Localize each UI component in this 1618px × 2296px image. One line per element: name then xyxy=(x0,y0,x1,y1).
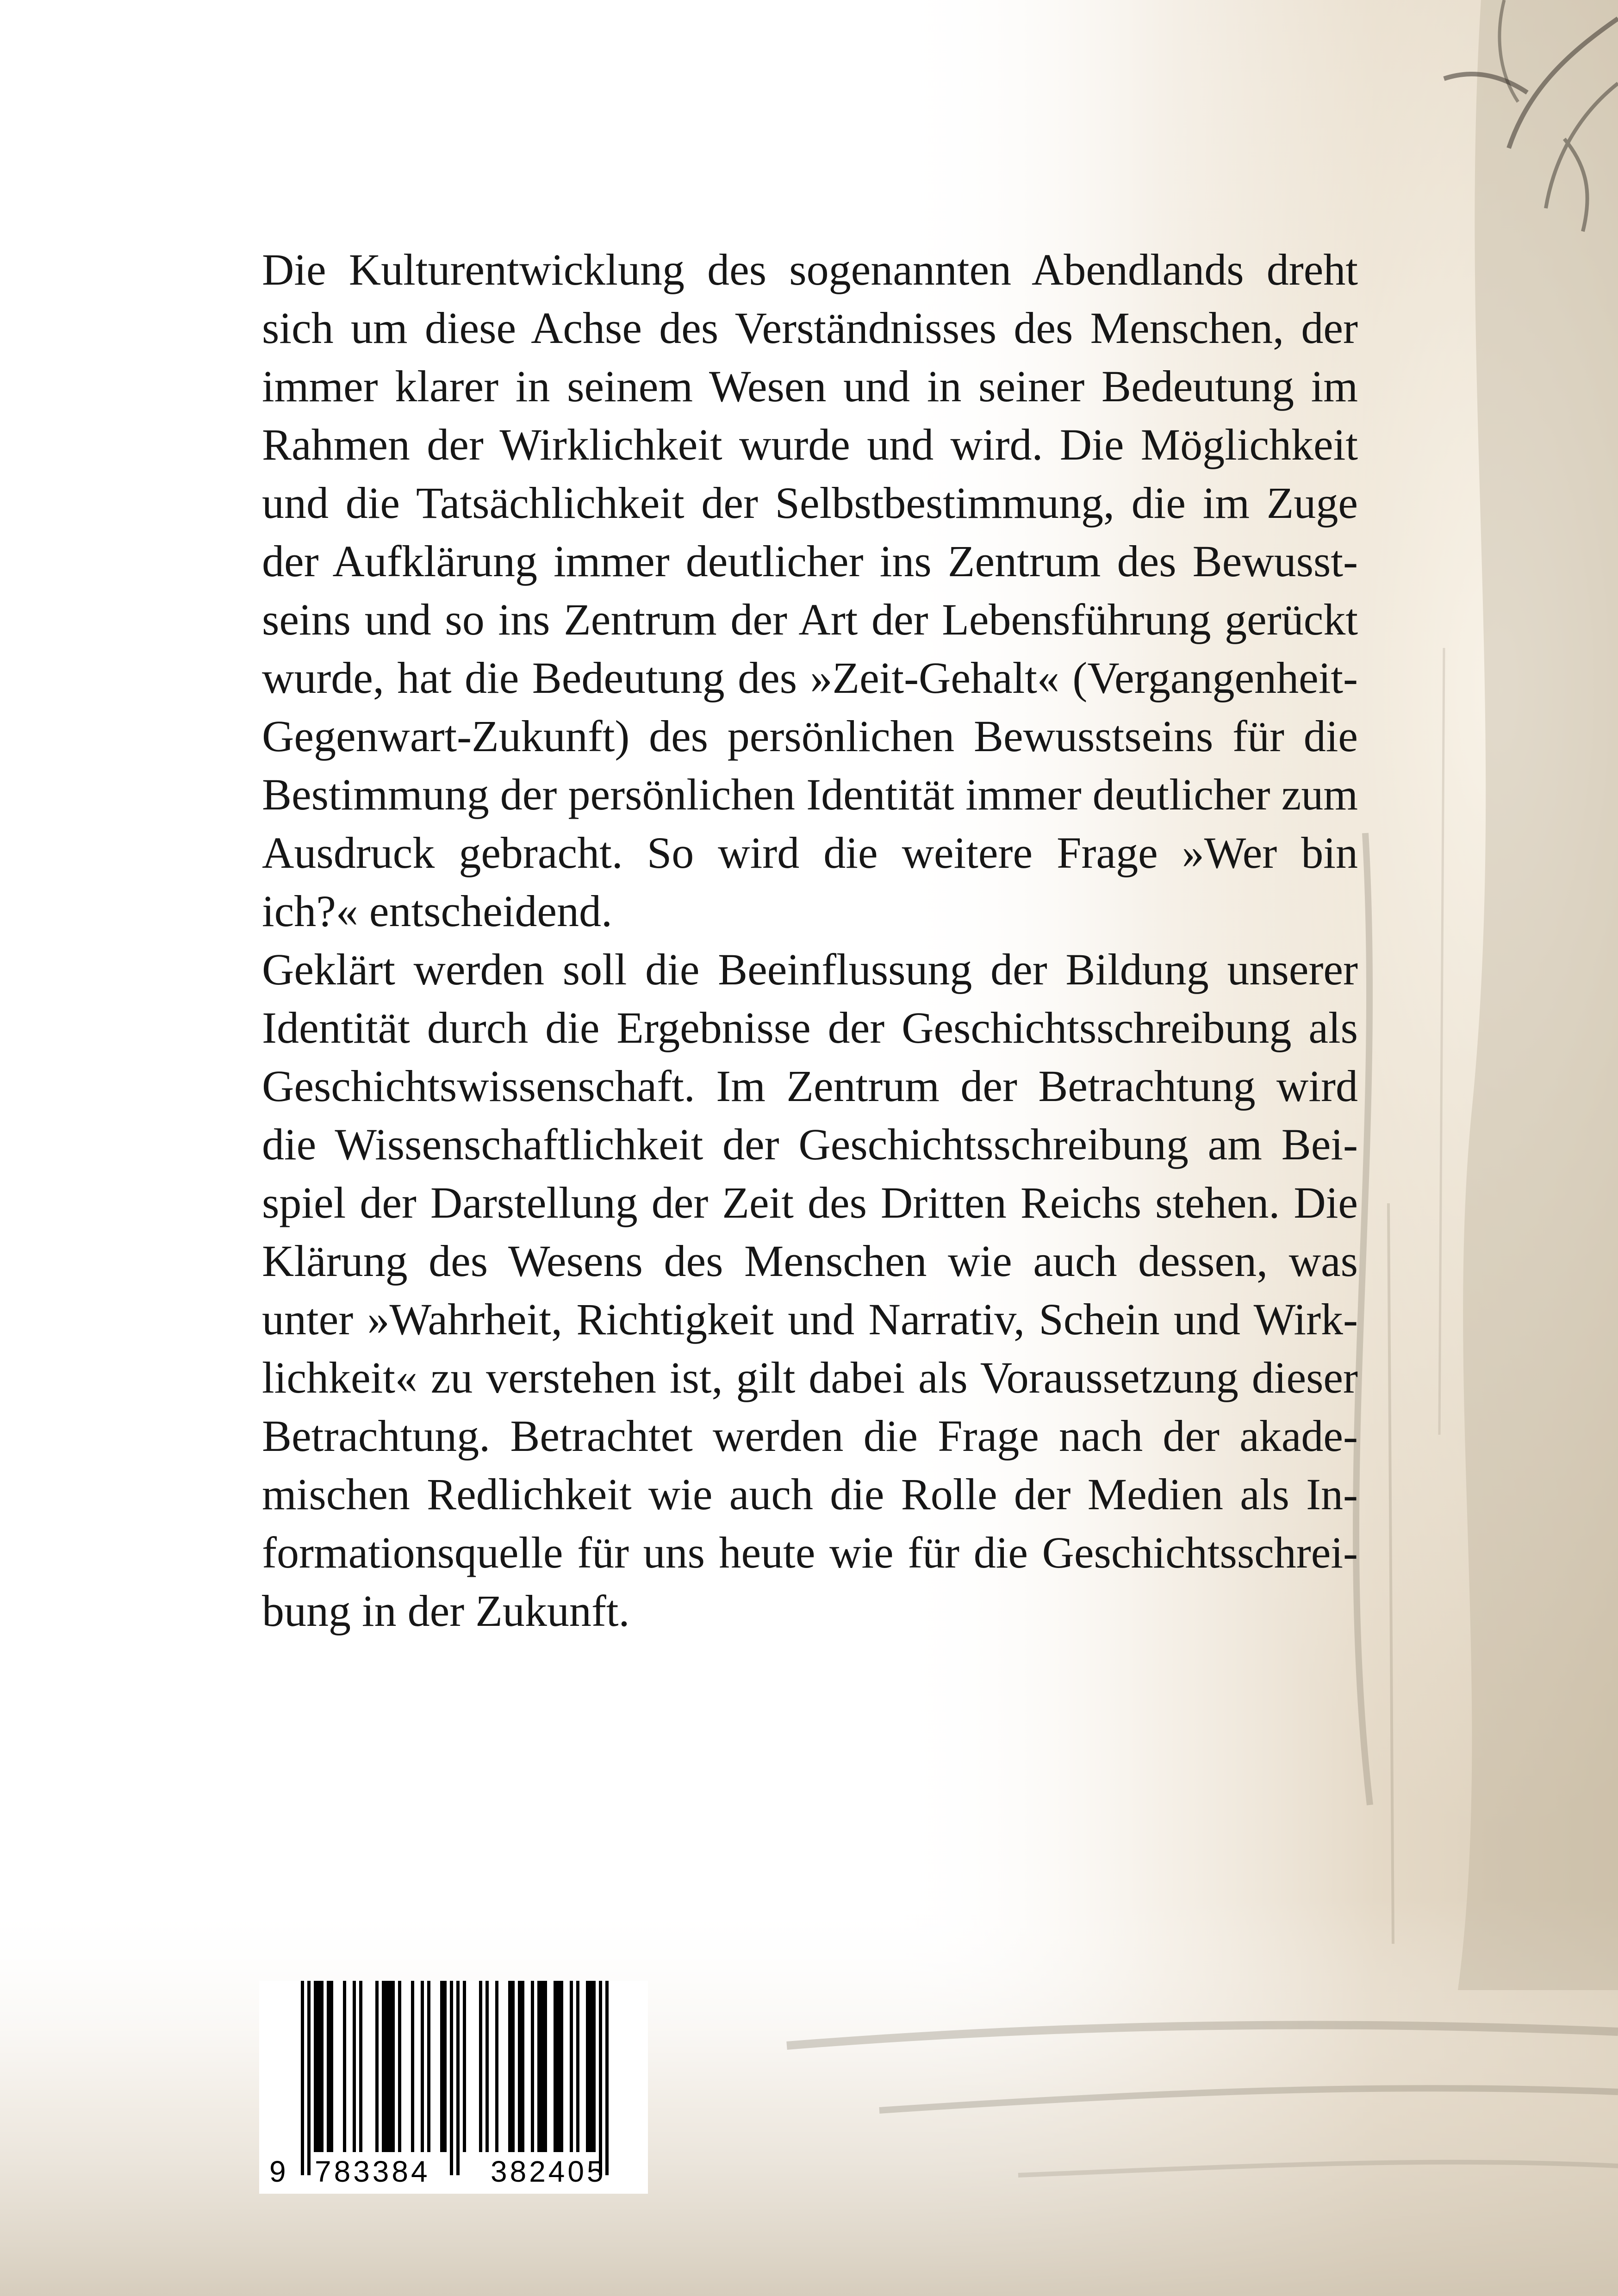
isbn-barcode xyxy=(259,1981,648,2194)
barcode-bar xyxy=(385,1981,388,2152)
barcode-bar xyxy=(443,1981,447,2152)
barcode-bar xyxy=(495,1981,498,2152)
barcode-bar xyxy=(307,1981,311,2175)
blurb-paragraph-2: Geklärt werden soll die Beeinflussung der Bildung unserer Identität durch die Ergebnisse der Geschichtsschreibung als Geschichtswissenschaft. Im Zentrum der Betrachtung wird die Wissenschaftlichkeit der Geschichtsschreibung am Beispiel der Darstellung der Zeit des Dritten Reichs stehen. Die Klärung des Wesens des Menschen wie auch dessen, was unter »Wahrheit, Richtigkeit und Narrativ, Schein und Wirklichkeit« zu verstehen ist, gilt dabei als Voraussetzung dieser Betrachtung. Betrachtet werden die Frage nach der akademischen Redlichkeit wie auch die Rolle der Medien als Informationsquelle für uns heute wie für die Geschichtsschreibung in der Zukunft. xyxy=(262,945,1358,1636)
barcode-bar xyxy=(301,1981,304,2175)
barcode-lead-digit: 9 xyxy=(269,2155,289,2188)
barcode-bar xyxy=(508,1981,511,2152)
barcode-bar xyxy=(320,1981,324,2152)
barcode-left-digits: 783384 xyxy=(315,2155,430,2188)
barcode-bar xyxy=(440,1981,443,2152)
barcode-bar xyxy=(388,1981,392,2152)
barcode-bar xyxy=(599,1981,602,2175)
barcode-bar xyxy=(375,1981,379,2152)
barcode-bar xyxy=(576,1981,579,2152)
barcode-bar xyxy=(518,1981,521,2152)
barcode-bar xyxy=(554,1981,557,2152)
barcode-bar xyxy=(479,1981,482,2152)
barcode-bar xyxy=(450,1981,453,2175)
barcode-bar xyxy=(353,1981,356,2152)
barcode-bar xyxy=(382,1981,385,2152)
barcode-bar xyxy=(560,1981,563,2152)
tree-trunk-shadow xyxy=(1458,0,1618,1990)
barcode-bar xyxy=(511,1981,515,2152)
barcode-right-digits: 382405 xyxy=(491,2155,606,2188)
barcode-bar xyxy=(317,1981,320,2152)
barcode-bar xyxy=(586,1981,589,2152)
barcode-bar xyxy=(485,1981,489,2152)
back-cover-blurb xyxy=(262,241,1358,1640)
barcode-bar xyxy=(570,1981,573,2152)
barcode-bar xyxy=(541,1981,544,2152)
barcode-bar xyxy=(592,1981,596,2152)
barcode-bar xyxy=(314,1981,317,2152)
barcode-bar xyxy=(521,1981,524,2152)
barcode-bar xyxy=(343,1981,346,2152)
barcode-bar xyxy=(392,1981,395,2152)
barcode-bar xyxy=(589,1981,592,2152)
barcode-bar xyxy=(605,1981,609,2175)
barcode-bar xyxy=(327,1981,330,2152)
barcode-bar xyxy=(427,1981,430,2152)
barcode-bar xyxy=(537,1981,541,2152)
barcode-bar xyxy=(557,1981,560,2152)
barcode-bar xyxy=(544,1981,547,2152)
barcode-bar xyxy=(531,1981,534,2152)
barcode-bar xyxy=(421,1981,424,2152)
barcode-bar xyxy=(359,1981,362,2152)
barcode-bar xyxy=(330,1981,333,2152)
barcode-bar xyxy=(411,1981,414,2152)
blurb-paragraph-1: Die Kulturentwicklung des sogenannten Abendlands dreht sich um diese Achse des Verständnisses des Menschen, der immer klarer in seinem Wesen und in seiner Bedeutung im Rahmen der Wirklichkeit wurde und wird. Die Möglichkeit und die Tatsächlichkeit der Selbstbestimmung, die im Zuge der Aufklärung immer deutlicher ins Zentrum des Bewusstseins und so ins Zentrum der Art der Lebensführung gerückt wurde, hat die Bedeutung des »Zeit-Gehalt« (Vergangenheit-Gegenwart-Zukunft) des persönlichen Bewusstseins für die Bestimmung der persönlichen Identität immer deutlicher zum Ausdruck gebracht. So wird die weitere Frage »Wer bin ich?« entscheidend. xyxy=(262,245,1358,936)
barcode-bar xyxy=(456,1981,460,2175)
barcode-bar xyxy=(398,1981,401,2152)
barcode-bar xyxy=(463,1981,466,2152)
